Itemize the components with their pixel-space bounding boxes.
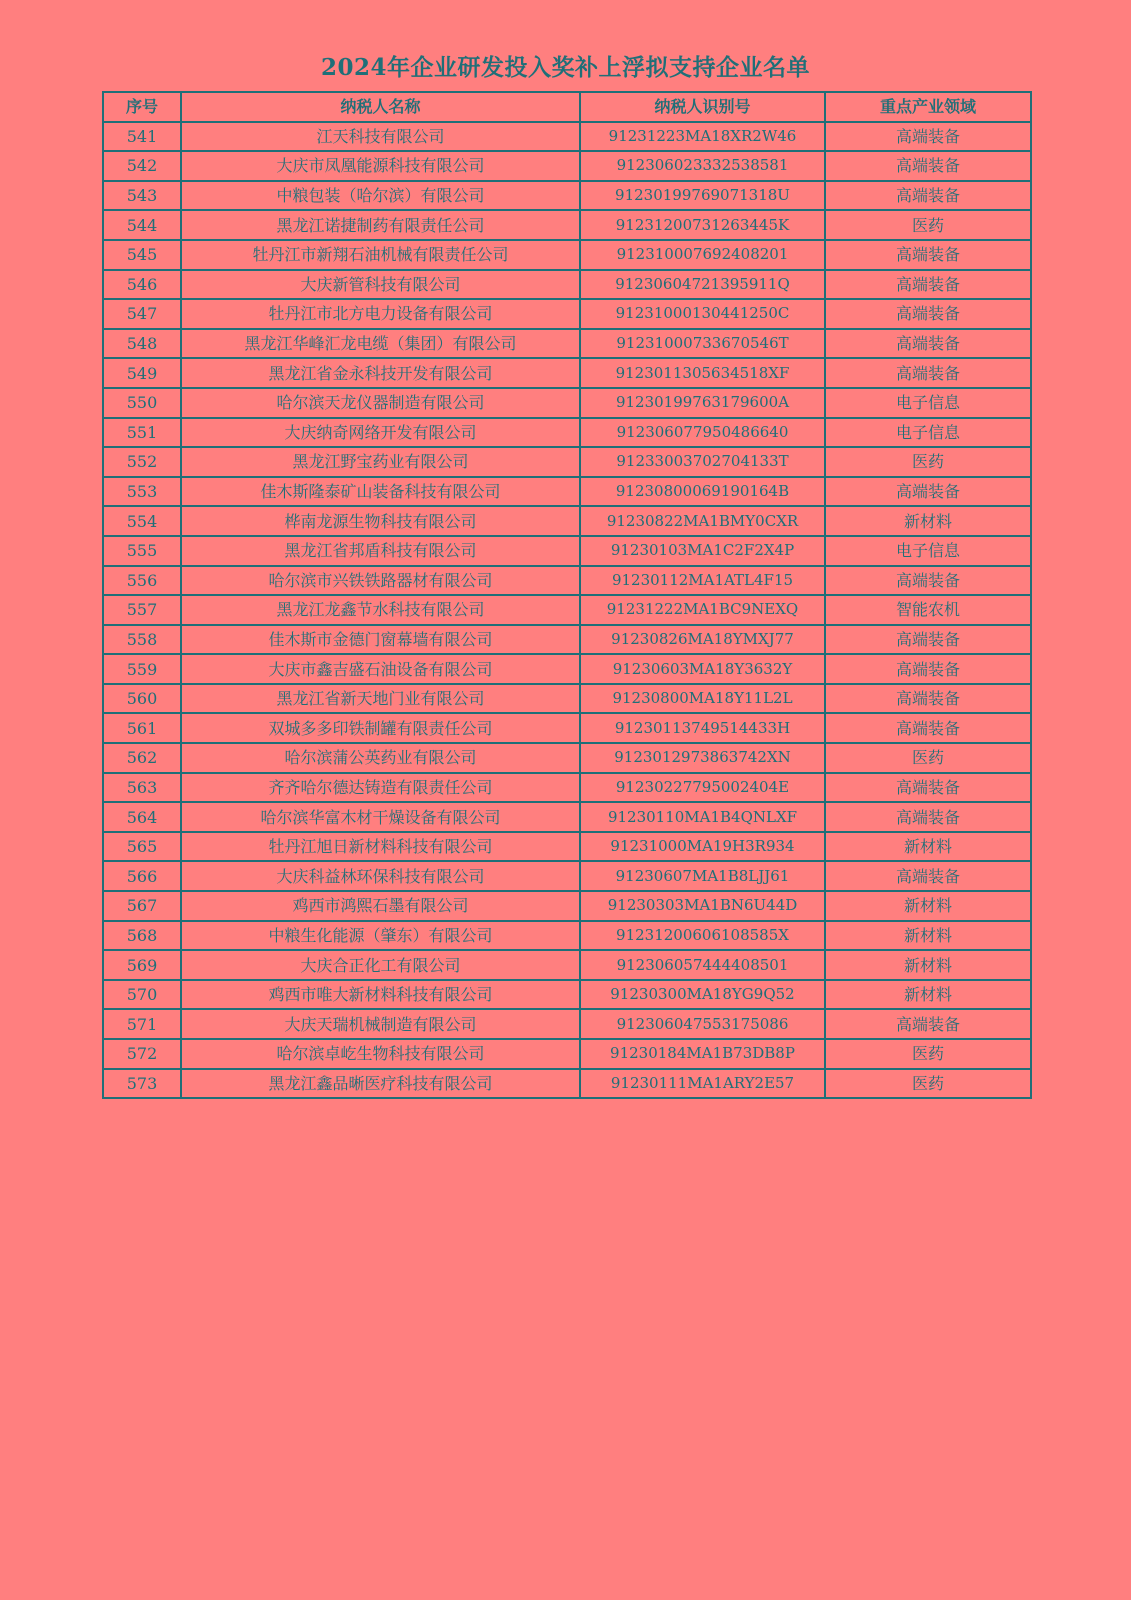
table-row	[103, 536, 1031, 566]
cell-taxpayer-id: 91230607MA1B8LJJ61	[580, 861, 825, 891]
cell-industry: 高端装备	[825, 713, 1031, 743]
cell-taxpayer-name: 佳木斯市金德门窗幕墙有限公司	[181, 625, 580, 655]
cell-taxpayer-name: 黑龙江诺捷制药有限责任公司	[181, 210, 580, 240]
cell-taxpayer-name: 黑龙江龙鑫节水科技有限公司	[181, 595, 580, 625]
table-row	[103, 1009, 1031, 1039]
cell-taxpayer-name: 双城多多印铁制罐有限责任公司	[181, 713, 580, 743]
cell-industry: 高端装备	[825, 684, 1031, 714]
table-row	[103, 832, 1031, 862]
cell-taxpayer-id: 91230110MA1B4QNLXF	[580, 802, 825, 832]
cell-taxpayer-name: 大庆合正化工有限公司	[181, 950, 580, 980]
cell-taxpayer-id: 912306077950486640	[580, 418, 825, 448]
cell-taxpayer-name: 黑龙江华峰汇龙电缆（集团）有限公司	[181, 329, 580, 359]
cell-taxpayer-name: 黑龙江省金永科技开发有限公司	[181, 358, 580, 388]
cell-index: 559	[103, 654, 181, 684]
cell-index: 544	[103, 210, 181, 240]
table-body	[103, 122, 1031, 1099]
cell-taxpayer-id: 91230826MA18YMXJ77	[580, 625, 825, 655]
table-row	[103, 684, 1031, 714]
cell-index: 570	[103, 980, 181, 1010]
table-row	[103, 743, 1031, 773]
table-row	[103, 921, 1031, 951]
table-row	[103, 477, 1031, 507]
cell-taxpayer-id: 91230303MA1BN6U44D	[580, 891, 825, 921]
header-taxpayer-name: 纳税人名称	[181, 92, 580, 122]
cell-taxpayer-id: 91230103MA1C2F2X4P	[580, 536, 825, 566]
cell-index: 554	[103, 506, 181, 536]
header-index: 序号	[103, 92, 181, 122]
cell-industry: 电子信息	[825, 418, 1031, 448]
page-title: 2024年企业研发投入奖补上浮拟支持企业名单	[320, 54, 810, 81]
cell-taxpayer-id: 91230822MA1BMY0CXR	[580, 506, 825, 536]
table-row	[103, 1039, 1031, 1069]
cell-industry: 高端装备	[825, 625, 1031, 655]
cell-index: 542	[103, 151, 181, 181]
cell-taxpayer-name: 江天科技有限公司	[181, 122, 580, 152]
cell-industry: 高端装备	[825, 270, 1031, 300]
cell-taxpayer-name: 大庆新管科技有限公司	[181, 270, 580, 300]
cell-index: 561	[103, 713, 181, 743]
table-row	[103, 270, 1031, 300]
cell-taxpayer-id: 91231223MA18XR2W46	[580, 122, 825, 152]
table-row	[103, 358, 1031, 388]
cell-index: 557	[103, 595, 181, 625]
cell-index: 548	[103, 329, 181, 359]
table-row	[103, 625, 1031, 655]
cell-industry: 新材料	[825, 832, 1031, 862]
table-row	[103, 299, 1031, 329]
cell-index: 569	[103, 950, 181, 980]
cell-taxpayer-id: 912306047553175086	[580, 1009, 825, 1039]
cell-taxpayer-id: 91231000MA19H3R934	[580, 832, 825, 862]
table-row	[103, 950, 1031, 980]
cell-taxpayer-name: 大庆纳奇网络开发有限公司	[181, 418, 580, 448]
table-row	[103, 861, 1031, 891]
table-row	[103, 980, 1031, 1010]
cell-industry: 新材料	[825, 921, 1031, 951]
cell-index: 547	[103, 299, 181, 329]
cell-industry: 高端装备	[825, 802, 1031, 832]
cell-taxpayer-name: 佳木斯隆泰矿山装备科技有限公司	[181, 477, 580, 507]
cell-taxpayer-name: 齐齐哈尔德达铸造有限责任公司	[181, 773, 580, 803]
cell-index: 546	[103, 270, 181, 300]
cell-taxpayer-name: 牡丹江市新翔石油机械有限责任公司	[181, 240, 580, 270]
cell-index: 556	[103, 566, 181, 596]
table-row	[103, 122, 1031, 152]
cell-taxpayer-id: 91230603MA18Y3632Y	[580, 654, 825, 684]
cell-taxpayer-id: 912306057444408501	[580, 950, 825, 980]
cell-taxpayer-name: 黑龙江野宝药业有限公司	[181, 447, 580, 477]
cell-taxpayer-id: 91231000130441250C	[580, 299, 825, 329]
cell-taxpayer-name: 大庆天瑞机械制造有限公司	[181, 1009, 580, 1039]
cell-index: 572	[103, 1039, 181, 1069]
cell-taxpayer-name: 牡丹江市北方电力设备有限公司	[181, 299, 580, 329]
cell-taxpayer-name: 中粮生化能源（肇东）有限公司	[181, 921, 580, 951]
table-row	[103, 181, 1031, 211]
cell-taxpayer-id: 91230112MA1ATL4F15	[580, 566, 825, 596]
cell-index: 551	[103, 418, 181, 448]
table-row	[103, 802, 1031, 832]
cell-industry: 医药	[825, 1069, 1031, 1099]
cell-taxpayer-name: 黑龙江鑫品晰医疗科技有限公司	[181, 1069, 580, 1099]
cell-industry: 新材料	[825, 980, 1031, 1010]
cell-taxpayer-id: 91230113749514433H	[580, 713, 825, 743]
table-row	[103, 595, 1031, 625]
cell-industry: 电子信息	[825, 536, 1031, 566]
cell-industry: 电子信息	[825, 388, 1031, 418]
cell-industry: 新材料	[825, 950, 1031, 980]
table-row	[103, 388, 1031, 418]
cell-taxpayer-name: 桦南龙源生物科技有限公司	[181, 506, 580, 536]
cell-industry: 高端装备	[825, 773, 1031, 803]
cell-industry: 新材料	[825, 506, 1031, 536]
cell-taxpayer-id: 91231000733670546T	[580, 329, 825, 359]
cell-taxpayer-id: 91231200606108585X	[580, 921, 825, 951]
enterprise-table	[102, 91, 1032, 1099]
table-row	[103, 566, 1031, 596]
cell-taxpayer-id: 91230800069190164B	[580, 477, 825, 507]
cell-taxpayer-id: 91230199763179600A	[580, 388, 825, 418]
cell-index: 552	[103, 447, 181, 477]
cell-index: 566	[103, 861, 181, 891]
cell-industry: 高端装备	[825, 181, 1031, 211]
cell-index: 571	[103, 1009, 181, 1039]
cell-taxpayer-name: 哈尔滨卓屹生物科技有限公司	[181, 1039, 580, 1069]
cell-index: 560	[103, 684, 181, 714]
cell-index: 543	[103, 181, 181, 211]
table-row	[103, 713, 1031, 743]
cell-index: 558	[103, 625, 181, 655]
cell-index: 568	[103, 921, 181, 951]
cell-taxpayer-id: 912310007692408201	[580, 240, 825, 270]
cell-taxpayer-name: 黑龙江省邦盾科技有限公司	[181, 536, 580, 566]
cell-taxpayer-id: 9123012973863742XN	[580, 743, 825, 773]
cell-index: 565	[103, 832, 181, 862]
cell-industry: 医药	[825, 447, 1031, 477]
cell-industry: 高端装备	[825, 566, 1031, 596]
cell-index: 553	[103, 477, 181, 507]
cell-industry: 高端装备	[825, 122, 1031, 152]
cell-taxpayer-id: 91230800MA18Y11L2L	[580, 684, 825, 714]
cell-taxpayer-id: 91231222MA1BC9NEXQ	[580, 595, 825, 625]
cell-taxpayer-name: 鸡西市鸿熙石墨有限公司	[181, 891, 580, 921]
cell-taxpayer-name: 哈尔滨市兴铁铁路器材有限公司	[181, 566, 580, 596]
cell-index: 550	[103, 388, 181, 418]
cell-taxpayer-name: 牡丹江旭日新材料科技有限公司	[181, 832, 580, 862]
table-row	[103, 329, 1031, 359]
table-header-row	[103, 92, 1031, 122]
table-row	[103, 418, 1031, 448]
cell-taxpayer-name: 大庆科益林环保科技有限公司	[181, 861, 580, 891]
cell-index: 562	[103, 743, 181, 773]
cell-index: 545	[103, 240, 181, 270]
table-row	[103, 506, 1031, 536]
cell-taxpayer-id: 91233003702704133T	[580, 447, 825, 477]
cell-industry: 高端装备	[825, 358, 1031, 388]
cell-taxpayer-name: 大庆市凤凰能源科技有限公司	[181, 151, 580, 181]
header-taxpayer-id: 纳税人识别号	[580, 92, 825, 122]
cell-taxpayer-name: 哈尔滨天龙仪器制造有限公司	[181, 388, 580, 418]
cell-taxpayer-name: 哈尔滨蒲公英药业有限公司	[181, 743, 580, 773]
cell-taxpayer-name: 中粮包装（哈尔滨）有限公司	[181, 181, 580, 211]
cell-taxpayer-id: 9123011305634518XF	[580, 358, 825, 388]
cell-index: 549	[103, 358, 181, 388]
cell-industry: 智能农机	[825, 595, 1031, 625]
cell-industry: 高端装备	[825, 654, 1031, 684]
cell-index: 563	[103, 773, 181, 803]
cell-industry: 高端装备	[825, 299, 1031, 329]
cell-taxpayer-id: 91230300MA18YG9Q52	[580, 980, 825, 1010]
cell-industry: 新材料	[825, 891, 1031, 921]
cell-taxpayer-id: 91230184MA1B73DB8P	[580, 1039, 825, 1069]
cell-taxpayer-id: 91230604721395911Q	[580, 270, 825, 300]
cell-index: 541	[103, 122, 181, 152]
cell-index: 555	[103, 536, 181, 566]
table-row	[103, 447, 1031, 477]
cell-industry: 高端装备	[825, 861, 1031, 891]
cell-taxpayer-name: 大庆市鑫吉盛石油设备有限公司	[181, 654, 580, 684]
cell-industry: 医药	[825, 1039, 1031, 1069]
table-row	[103, 151, 1031, 181]
cell-index: 567	[103, 891, 181, 921]
cell-taxpayer-name: 哈尔滨华富木材干燥设备有限公司	[181, 802, 580, 832]
cell-industry: 医药	[825, 743, 1031, 773]
cell-industry: 高端装备	[825, 240, 1031, 270]
cell-taxpayer-id: 912306023332538581	[580, 151, 825, 181]
cell-industry: 高端装备	[825, 477, 1031, 507]
cell-industry: 高端装备	[825, 151, 1031, 181]
table-row	[103, 891, 1031, 921]
table-row	[103, 773, 1031, 803]
cell-taxpayer-id: 91230199769071318U	[580, 181, 825, 211]
cell-industry: 高端装备	[825, 1009, 1031, 1039]
header-industry: 重点产业领域	[825, 92, 1031, 122]
cell-index: 564	[103, 802, 181, 832]
cell-taxpayer-id: 91230227795002404E	[580, 773, 825, 803]
cell-taxpayer-id: 91230111MA1ARY2E57	[580, 1069, 825, 1099]
cell-industry: 高端装备	[825, 329, 1031, 359]
table-row	[103, 1069, 1031, 1099]
cell-taxpayer-name: 黑龙江省新天地门业有限公司	[181, 684, 580, 714]
table-row	[103, 210, 1031, 240]
table-row	[103, 654, 1031, 684]
cell-industry: 医药	[825, 210, 1031, 240]
table-row	[103, 240, 1031, 270]
cell-taxpayer-name: 鸡西市唯大新材料科技有限公司	[181, 980, 580, 1010]
cell-taxpayer-id: 91231200731263445K	[580, 210, 825, 240]
cell-index: 573	[103, 1069, 181, 1099]
